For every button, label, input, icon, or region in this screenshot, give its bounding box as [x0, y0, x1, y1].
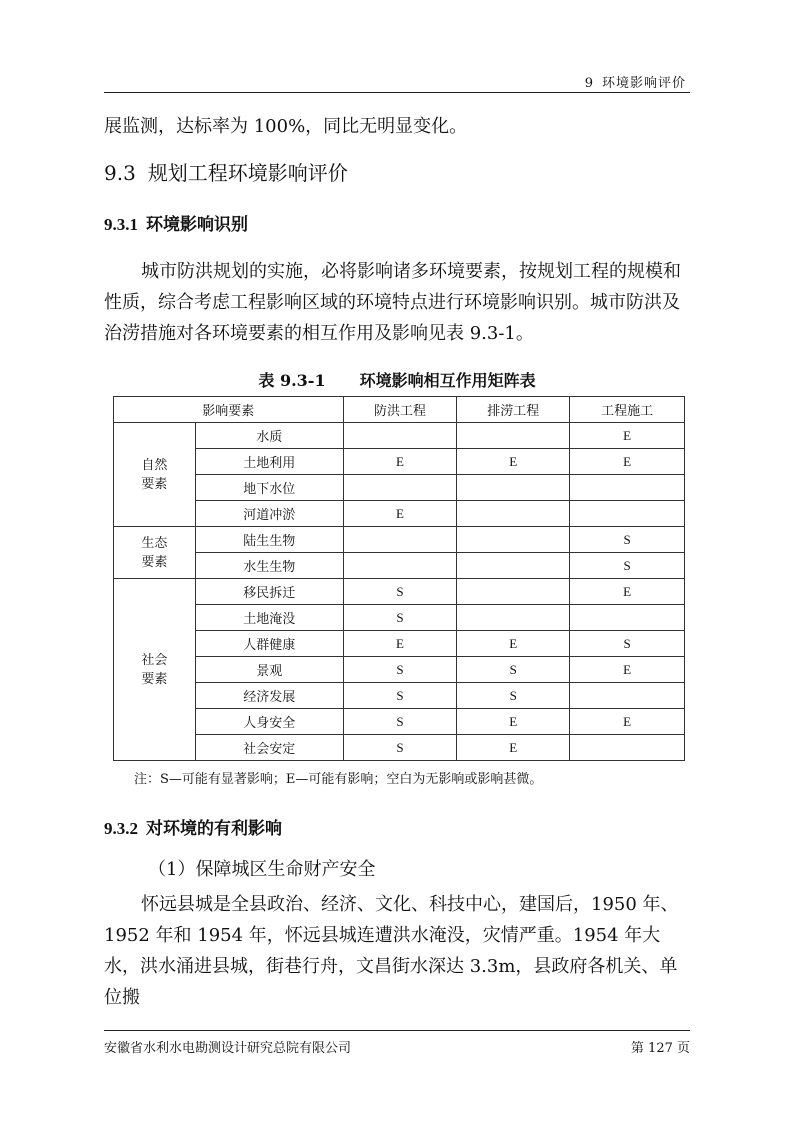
- drainage-cell: [457, 553, 570, 579]
- table-caption: [0, 368, 794, 391]
- flood-control-cell: S: [343, 709, 457, 735]
- drainage-cell: E: [457, 631, 570, 657]
- drainage-cell: [457, 527, 570, 553]
- header-construction: 工程施工: [570, 397, 685, 423]
- group-cell: 社会 要素: [114, 579, 196, 761]
- drainage-cell: S: [457, 683, 570, 709]
- table-title: 环境影响相互作用矩阵表: [359, 371, 536, 390]
- subsection-heading-1: [104, 210, 248, 235]
- construction-cell: [570, 605, 685, 631]
- footer-organization: 安徽省水利水电勘测设计研究总院有限公司: [104, 1041, 352, 1056]
- table-body: [114, 423, 685, 761]
- subsection-number: 9.3.2: [104, 819, 138, 838]
- construction-cell: S: [570, 553, 685, 579]
- drainage-cell: S: [457, 657, 570, 683]
- drainage-cell: E: [457, 735, 570, 761]
- paragraph-identification: 城市防洪规划的实施，必将影响诸多环境要素，按规划工程的规模和性质，综合考虑工程影响区域的环境特点进行环境影响识别。城市防洪及治涝措施对各环境要素的相互作用及影响见表 9.3-1。: [104, 261, 681, 344]
- factor-cell: 土地利用: [195, 449, 343, 475]
- flood-control-cell: [343, 475, 457, 501]
- table-number: 表 9.3-1: [258, 371, 326, 390]
- table-row: [114, 501, 685, 527]
- subsection-title: 环境影响识别: [146, 215, 248, 235]
- section-heading: [104, 157, 348, 186]
- table-header-row: [114, 397, 685, 423]
- construction-cell: E: [570, 423, 685, 449]
- subsection-title: 对环境的有利影响: [146, 819, 282, 839]
- table-row: [114, 605, 685, 631]
- construction-cell: E: [570, 579, 685, 605]
- construction-cell: S: [570, 527, 685, 553]
- factor-cell: 陆生生物: [195, 527, 343, 553]
- section-number: 9.3: [104, 161, 136, 185]
- factor-cell: 经济发展: [195, 683, 343, 709]
- paragraph-history: 怀远县城是全县政治、经济、文化、科技中心，建国后，1950 年、1952 年和 1954 年，怀远县城连遭洪水淹没，灾情严重。1954 年大水，洪水涌进县城，街巷行舟，文昌街水深达 3.3m，县政府各机关、单位搬: [104, 894, 679, 1008]
- header-drainage: 排涝工程: [457, 397, 570, 423]
- table-row: [114, 423, 685, 449]
- construction-cell: [570, 683, 685, 709]
- factor-cell: 河道冲淤: [195, 501, 343, 527]
- table-row: [114, 553, 685, 579]
- flood-control-cell: S: [343, 657, 457, 683]
- table-row: [114, 657, 685, 683]
- construction-cell: [570, 735, 685, 761]
- construction-cell: E: [570, 709, 685, 735]
- factor-cell: 移民拆迁: [195, 579, 343, 605]
- table-row: [114, 735, 685, 761]
- construction-cell: E: [570, 657, 685, 683]
- table-row: [114, 527, 685, 553]
- flood-control-cell: S: [343, 735, 457, 761]
- factor-cell: 人身安全: [195, 709, 343, 735]
- construction-cell: E: [570, 449, 685, 475]
- impact-matrix-table: [113, 396, 685, 761]
- factor-cell: 水生生物: [195, 553, 343, 579]
- flood-control-cell: E: [343, 449, 457, 475]
- subsection-number: 9.3.1: [104, 215, 138, 234]
- flood-control-cell: S: [343, 579, 457, 605]
- drainage-cell: [457, 605, 570, 631]
- flood-control-cell: S: [343, 605, 457, 631]
- subsection-heading-2: [104, 814, 282, 839]
- intro-line: 展监测，达标率为 100%，同比无明显变化。: [104, 116, 468, 137]
- construction-cell: [570, 475, 685, 501]
- drainage-cell: E: [457, 449, 570, 475]
- header-factor: 影响要素: [114, 397, 344, 423]
- table-row: [114, 475, 685, 501]
- factor-cell: 人群健康: [195, 631, 343, 657]
- chapter-number: 9: [584, 76, 594, 91]
- table-row: [114, 631, 685, 657]
- table-row: [114, 709, 685, 735]
- footer-page-number: 第 127 页: [630, 1041, 690, 1056]
- group-cell: 生态 要素: [114, 527, 196, 579]
- flood-control-cell: E: [343, 501, 457, 527]
- drainage-cell: [457, 475, 570, 501]
- table-note: 注：S—可能有显著影响；E—可能有影响；空白为无影响或影响甚微。: [134, 772, 543, 787]
- construction-cell: S: [570, 631, 685, 657]
- table-row: [114, 683, 685, 709]
- factor-cell: 水质: [195, 423, 343, 449]
- drainage-cell: [457, 579, 570, 605]
- flood-control-cell: [343, 423, 457, 449]
- item-heading: （1）保障城区生命财产安全: [148, 859, 376, 880]
- factor-cell: 土地淹没: [195, 605, 343, 631]
- header-flood-control: 防洪工程: [343, 397, 457, 423]
- chapter-title: 环境影响评价: [601, 76, 686, 91]
- flood-control-cell: [343, 527, 457, 553]
- drainage-cell: [457, 423, 570, 449]
- page-footer: [104, 1030, 690, 1056]
- flood-control-cell: E: [343, 631, 457, 657]
- table-row: [114, 579, 685, 605]
- factor-cell: 景观: [195, 657, 343, 683]
- drainage-cell: [457, 501, 570, 527]
- factor-cell: 社会安定: [195, 735, 343, 761]
- header-chapter: [585, 72, 686, 91]
- table-row: [114, 449, 685, 475]
- flood-control-cell: [343, 553, 457, 579]
- flood-control-cell: S: [343, 683, 457, 709]
- drainage-cell: E: [457, 709, 570, 735]
- section-title: 规划工程环境影响评价: [147, 161, 348, 185]
- group-cell: 自然 要素: [114, 423, 196, 527]
- construction-cell: [570, 501, 685, 527]
- running-header: [104, 64, 690, 93]
- factor-cell: 地下水位: [195, 475, 343, 501]
